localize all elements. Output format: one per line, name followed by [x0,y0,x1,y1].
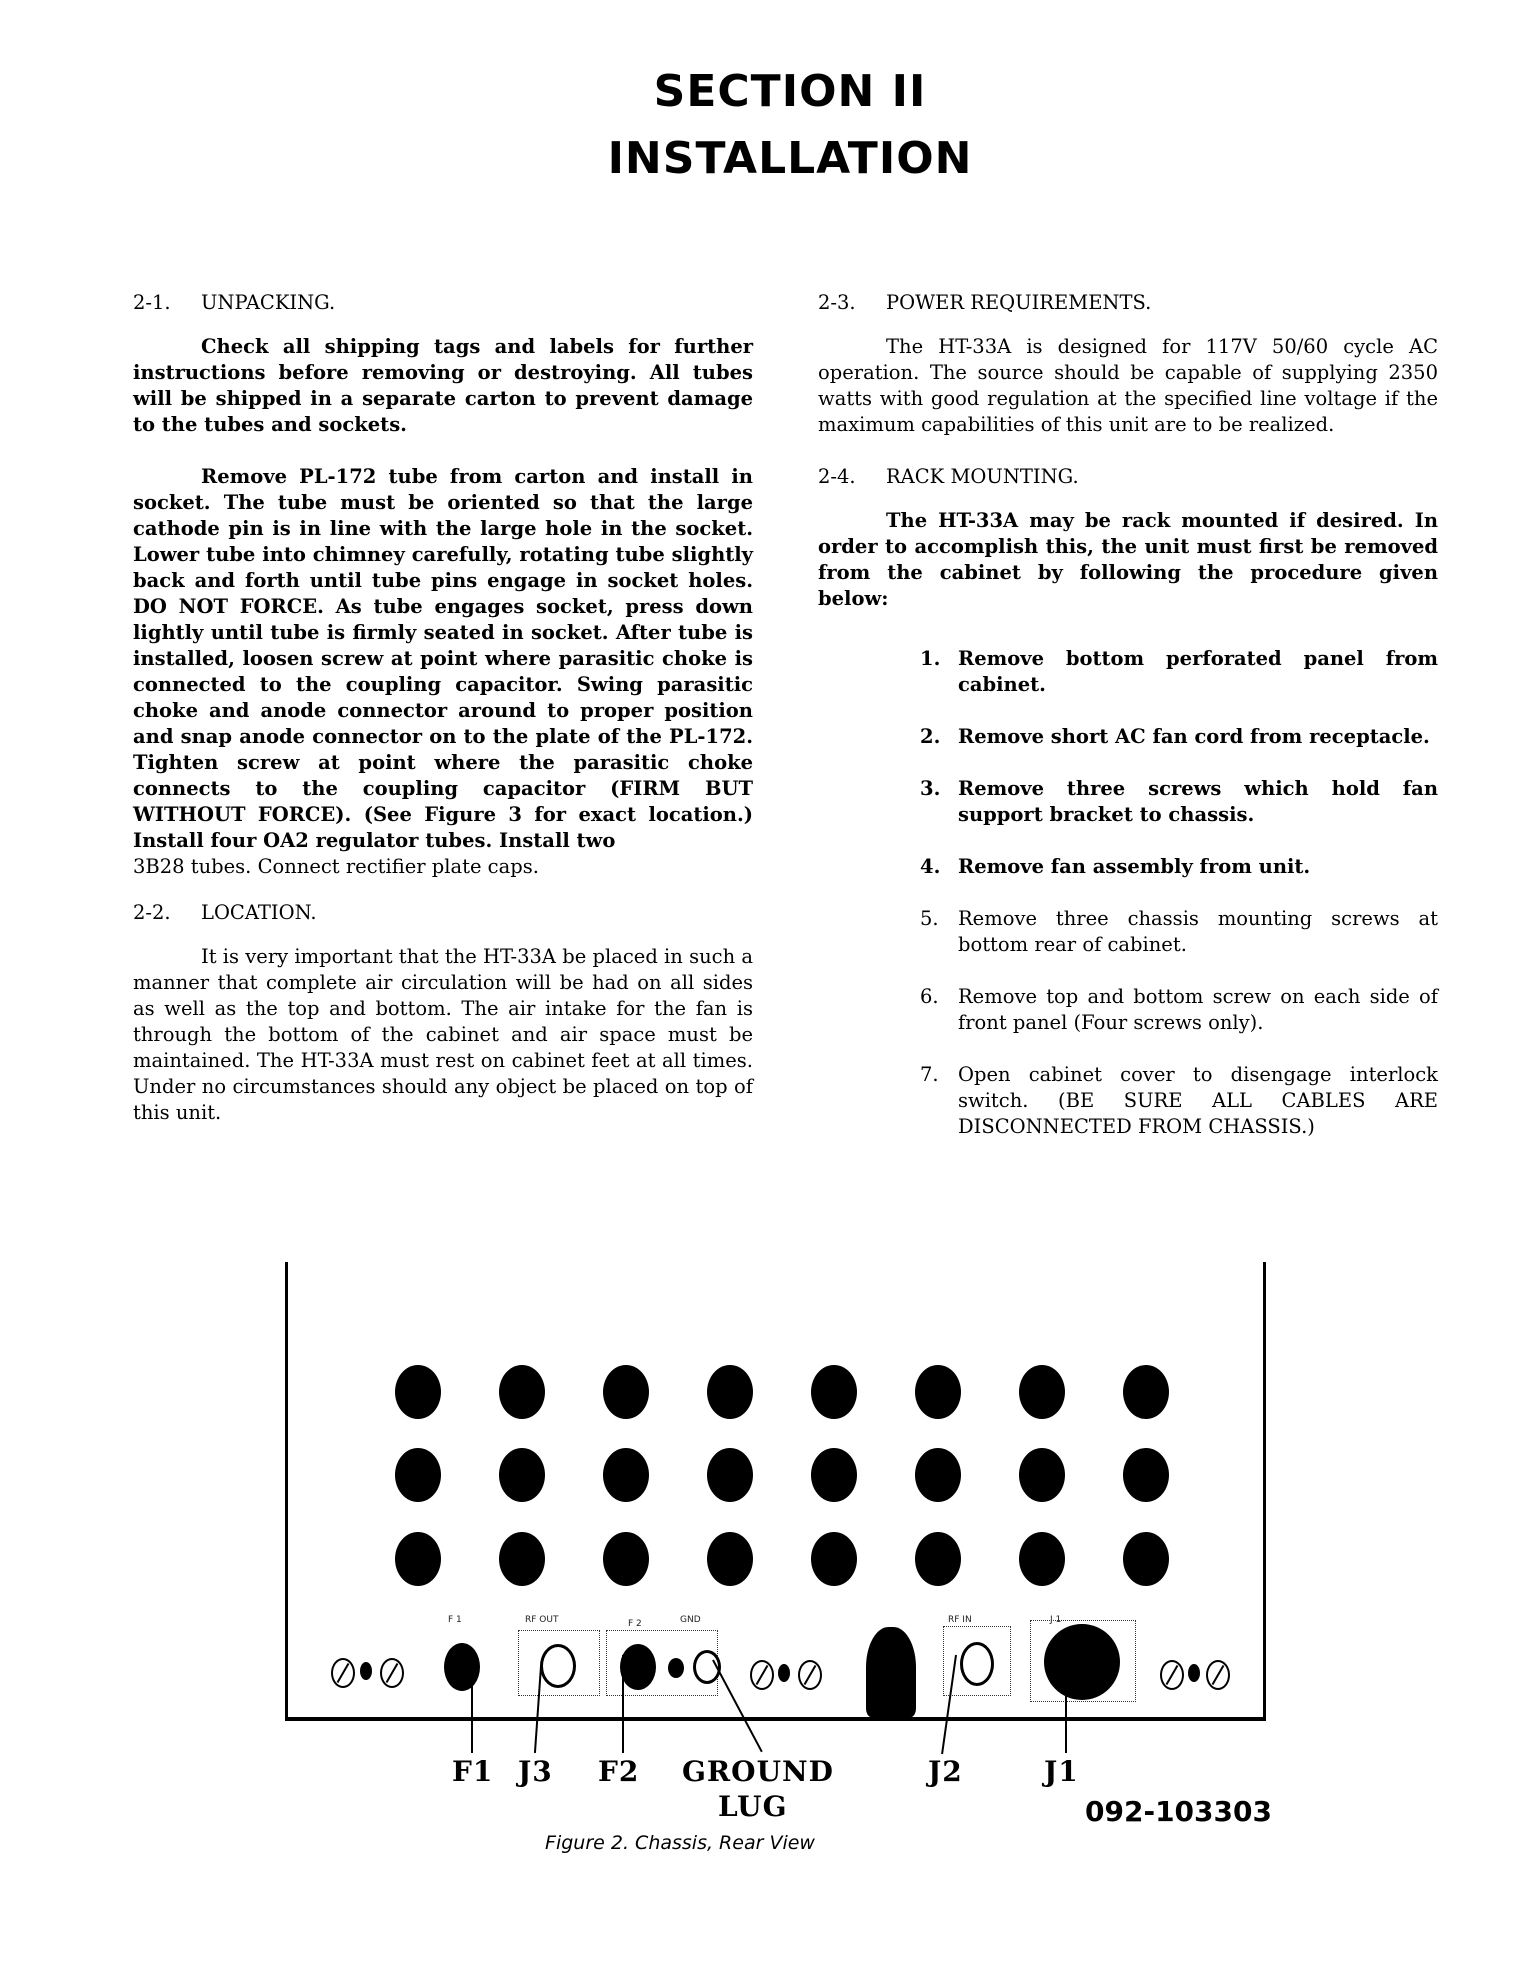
step-text: Remove bottom perforated panel from cabinet. [958,647,1438,696]
ventilation-hole [395,1448,441,1502]
section-number-2-2: 2-2. [133,901,171,924]
step-number: 6. [920,985,939,1008]
label-j3: J3 [518,1755,553,1788]
figure-caption: Figure 2. Chassis, Rear View [545,1832,815,1854]
rf-in-connector-j2-icon [960,1642,994,1686]
ventilation-hole [707,1365,753,1419]
ventilation-hole [1123,1365,1169,1419]
ventilation-hole [603,1365,649,1419]
ventilation-hole [395,1365,441,1419]
ventilation-hole [1123,1448,1169,1502]
section-number-2-1: 2-1. [133,291,171,314]
ventilation-hole [707,1532,753,1586]
step-text: Remove short AC fan cord from receptacle. [958,725,1430,748]
screw-icon [380,1658,404,1688]
section-number-2-4: 2-4. [818,465,856,488]
section-title-unpacking: UNPACKING. [201,291,336,314]
ventilation-hole [915,1532,961,1586]
step-item [920,854,1438,880]
rf-out-connector-j3-icon [540,1644,576,1688]
marking-gnd: GND [680,1615,701,1625]
ventilation-hole [499,1365,545,1419]
fuse-holder-f2-icon [620,1644,656,1690]
ventilation-hole [499,1532,545,1586]
marking-f1: F 1 [448,1615,462,1625]
screw-icon [798,1660,822,1690]
ventilation-hole [1123,1532,1169,1586]
step-number: 1. [920,647,941,670]
step-item [920,646,1438,698]
marking-rf-out: RF OUT [525,1615,559,1625]
section-2-3-heading [818,290,1438,316]
marking-f2: F 2 [628,1619,642,1629]
section-title-location: LOCATION. [201,901,317,924]
section-title-power-requirements: POWER REQUIREMENTS. [886,291,1152,314]
label-j1: J1 [1044,1755,1079,1788]
label-lug: LUG [718,1790,788,1823]
section-number-2-3: 2-3. [818,291,856,314]
left-column [133,290,753,1152]
section-2-2-heading [133,900,753,926]
rivet-icon [778,1664,790,1682]
screw-icon [331,1658,355,1688]
marking-j1: J 1 [1050,1615,1062,1625]
ventilation-hole [603,1448,649,1502]
section-title-rack-mounting: RACK MOUNTING. [886,465,1079,488]
marking-rf-in: RF IN [948,1615,972,1625]
rivet-icon [1188,1664,1200,1682]
ventilation-hole [1019,1448,1065,1502]
screw-icon [1160,1660,1184,1690]
rack-mounting-paragraph: The HT-33A may be rack mounted if desired. In order to accomplish this, the unit must first be removed from the cabinet by following the procedure given below: [818,509,1438,610]
location-paragraph: It is very important that the HT-33A be placed in such a manner that complete air circulation will be had on all sides as well as the top and bottom. The air intake for the fan is through the bottom of the cabinet and air space must be maintained. The HT-33A must rest on cabinet feet at all times. Under no circumstances should any object be placed on top of this unit. [133,945,753,1124]
ventilation-hole [1019,1365,1065,1419]
power-cord-icon [866,1627,916,1717]
power-paragraph: The HT-33A is designed for 117V 50/60 cycle AC operation. The source should be capable of supplying 2350 watts with good regulation at the specified line voltage if the maximum capabilities of this unit are to be realized. [818,335,1438,436]
power-connector-j1-icon [1044,1624,1120,1700]
callout-line-f1 [471,1655,473,1753]
rack-mounting-steps [818,646,1438,1140]
section-number: SECTION II [653,66,927,117]
ventilation-hole [811,1365,857,1419]
callout-line-j1 [1065,1655,1067,1753]
step-number: 2. [920,725,941,748]
step-number: 5. [920,907,939,930]
step-item [920,906,1438,958]
right-column [818,290,1438,1166]
ventilation-hole [1019,1532,1065,1586]
section-2-1-heading [133,290,753,316]
step-item [920,776,1438,828]
step-text: Remove fan assembly from unit. [958,855,1311,878]
ventilation-hole [395,1532,441,1586]
step-item [920,724,1438,750]
ventilation-hole [915,1448,961,1502]
unpacking-paragraph-2: Remove PL-172 tube from carton and install in socket. The tube must be oriented so that the large cathode pin is in line with the large hole in the socket. Lower tube into chimney carefully, rotating tube slightly back and forth until tube pins engage in socket holes. DO NOT FORCE. As tube engages socket, press down lightly until tube is firmly seated in socket. After tube is installed, loosen screw at point where parasitic choke is connected to the coupling capacitor. Swing parasitic choke and anode connector around to proper position and snap anode connector on to the plate of the PL-172. Tighten screw at point where the parasitic choke connects to the coupling capacitor (FIRM BUT WITHOUT FORCE). (See Figure 3 for exact location.) Install four OA2 regulator tubes. Install two [133,465,753,852]
label-ground: GROUND [682,1755,834,1788]
ventilation-hole [499,1448,545,1502]
indicator-icon [668,1658,684,1678]
ventilation-hole [811,1532,857,1586]
step-number: 3. [920,777,941,800]
label-f1: F1 [452,1755,494,1788]
ventilation-hole [915,1365,961,1419]
label-j2: J2 [928,1755,963,1788]
document-number: 092-103303 [1085,1795,1272,1828]
ventilation-hole [603,1532,649,1586]
rivet-icon [360,1662,372,1680]
label-f2: F2 [598,1755,640,1788]
ventilation-hole [811,1448,857,1502]
step-number: 4. [920,855,941,878]
screw-icon [1206,1660,1230,1690]
page-title: INSTALLATION [607,133,973,184]
ventilation-hole [707,1448,753,1502]
unpacking-paragraph-3: 3B28 tubes. Connect rectifier plate caps. [133,855,539,878]
step-number: 7. [920,1063,939,1086]
fuse-holder-f1-icon [444,1643,480,1691]
unpacking-paragraph-1: Check all shipping tags and labels for further instructions before removing or destroying. All tubes will be shipped in a separate carton to prevent damage to the tubes and sockets. [133,335,753,436]
step-text: Open cabinet cover to disengage interlock switch. (BE SURE ALL CABLES ARE DISCONNECTED FROM CHASSIS.) [958,1063,1438,1138]
section-2-4-heading [818,464,1438,490]
step-item [920,984,1438,1036]
chassis-rear-view-figure [285,1262,1266,1721]
step-item [920,1062,1438,1140]
step-text: Remove three screws which hold fan support bracket to chassis. [958,777,1438,826]
callout-line-f2 [622,1655,624,1753]
step-text: Remove three chassis mounting screws at bottom rear of cabinet. [958,907,1438,956]
step-text: Remove top and bottom screw on each side of front panel (Four screws only). [958,985,1438,1034]
screw-icon [750,1660,774,1690]
